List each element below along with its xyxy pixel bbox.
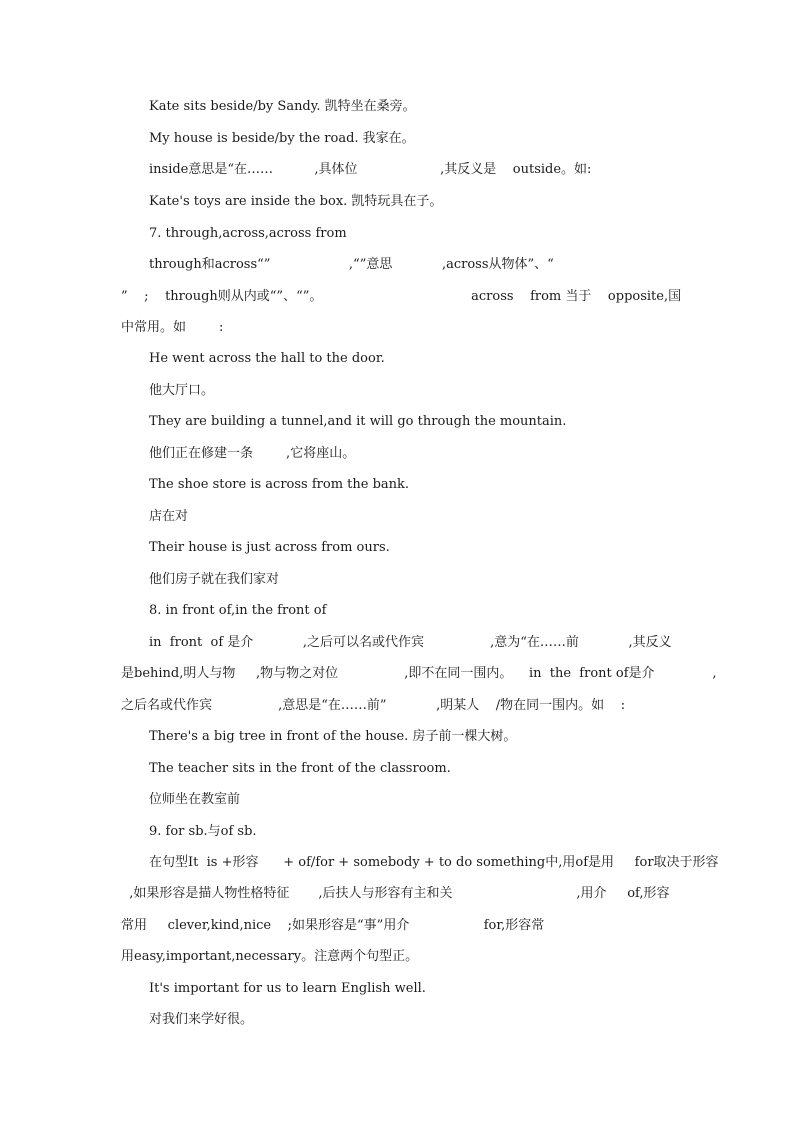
text-line: Kate sits beside/by Sandy. 凯特坐在桑旁。 — [149, 99, 416, 114]
example-translation: 他大厅口。 — [149, 383, 215, 398]
section-heading: 9. for sb.与of sb. — [149, 824, 257, 839]
example-translation: 他们正在修建一条 ,它将座山。 — [149, 446, 356, 461]
example-sentence: Their house is just across from ours. — [149, 540, 390, 555]
text-line: Kate's toys are inside the box. 凯特玩具在子。 — [149, 194, 443, 209]
text-line: in front of 是介 ,之后可以名或代作宾 ,意为“在……前 ,其反义 — [149, 635, 672, 650]
text-line: My house is beside/by the road. 我家在。 — [149, 131, 415, 146]
text-line: 中常用。如 : — [121, 320, 224, 335]
example-sentence: It's important for us to learn English well. — [149, 981, 426, 996]
text-line: inside意思是“在…… ,具体位 ,其反义是 outside。如: — [149, 162, 592, 177]
example-sentence: The teacher sits in the front of the classroom. — [149, 761, 451, 776]
text-line: 用easy,important,necessary。注意两个句型正。 — [121, 949, 419, 964]
example-translation: 他们房子就在我们家对 — [149, 572, 280, 587]
section-heading: 7. through,across,across from — [149, 226, 347, 241]
text-line: through和across“” ,“”意思 ,across从物体”、“ — [149, 257, 554, 272]
text-line: ,如果形容是描人物性格特征 ,后扶人与形容有主和关 ,用介 of,形容 — [121, 886, 670, 901]
text-line: 在句型It is +形容 + of/for + somebody + to do something中,用of是用 for取决于形容 — [149, 855, 719, 870]
example-sentence: The shoe store is across from the bank. — [149, 477, 410, 492]
example-translation: 位师坐在教室前 — [149, 792, 241, 807]
example-sentence: They are building a tunnel,and it will go through the mountain. — [149, 414, 567, 429]
text-line: 之后名或代作宾 ,意思是“在……前” ,明某人 /物在同一围内。如 : — [121, 698, 626, 713]
text-line: 是behind,明人与物 ,物与物之对位 ,即不在同一围内。 in the front of是介 , — [121, 666, 717, 681]
example-sentence: There's a big tree in front of the house. 房子前一棵大树。 — [149, 729, 517, 744]
example-sentence: He went across the hall to the door. — [149, 351, 385, 366]
section-heading: 8. in front of,in the front of — [149, 603, 327, 618]
example-translation: 店在对 — [149, 509, 189, 524]
text-line: ” ; through则从内或“”、“”。 across from 当于 opposite,国 — [121, 289, 682, 304]
text-line: 常用 clever,kind,nice ;如果形容是“事”用介 for,形容常 — [121, 918, 545, 933]
example-translation: 对我们来学好很。 — [149, 1012, 254, 1027]
